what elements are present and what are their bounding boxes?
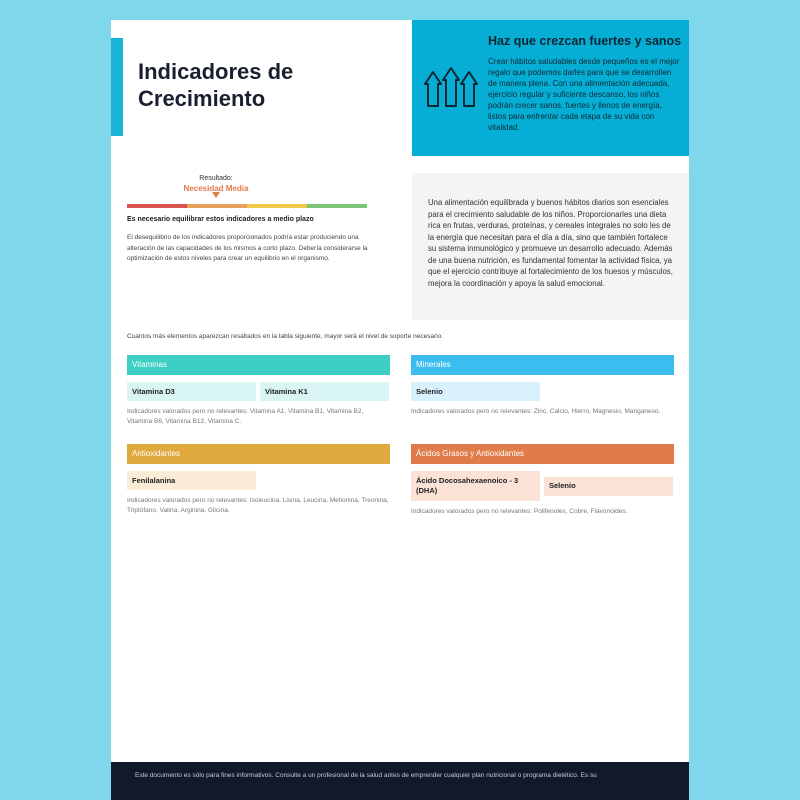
result-label: Resultado: bbox=[199, 175, 233, 182]
hero-heading: Haz que crezcan fuertes y sanos bbox=[488, 34, 682, 48]
indicator-item: Vitamina K1 bbox=[260, 382, 389, 401]
hero-panel bbox=[412, 20, 689, 156]
result-scale bbox=[127, 204, 367, 208]
result-value: Necesidad Media bbox=[183, 184, 249, 193]
hero-text: Crear hábitos saludables desde pequeños es el mejor regalo que podemos darles para que se desarrollen de manera plena. Con una alimentación adecuada, ejercicio regular y suficiente descanso, los niños podrán crecer sanos, fuertes y llenos de energía, listos para enfrentar cada etapa de su vida con vitalidad. bbox=[488, 57, 680, 132]
disclaimer-footer bbox=[111, 762, 689, 800]
category-acidos-grasos bbox=[411, 444, 674, 517]
info-box bbox=[412, 173, 689, 320]
result-marker-icon bbox=[212, 192, 220, 198]
category-note: Indicadores valorados pero no relevantes: Vitamina A1, Vitamina B1, Vitamina B2, Vitamina B6, Vitamina B12, Vitamina C. bbox=[127, 408, 364, 425]
report-page bbox=[111, 20, 689, 800]
indicator-item: Fenilalanina bbox=[127, 471, 256, 490]
category-header: Antioxidantes bbox=[127, 444, 390, 464]
scale-segment-2 bbox=[187, 204, 247, 208]
category-note: Indicadores valorados pero no relevantes: Zinc, Calcio, Hierro, Magnesio, Manganeso. bbox=[411, 408, 661, 415]
scale-segment-4 bbox=[307, 204, 367, 208]
page-title: Indicadores de Crecimiento bbox=[138, 59, 294, 111]
three-up-arrows-icon bbox=[424, 66, 478, 108]
indicator-item: Selenio bbox=[544, 477, 673, 496]
category-note: Indicadores valorados pero no relevantes: Isoleucina, Lisina, Leucina, Metionina, Treonina, Triptófano, Valina, Arginina, Glicina. bbox=[127, 497, 389, 514]
title-accent-bar bbox=[111, 38, 123, 136]
scale-segment-1 bbox=[127, 204, 187, 208]
category-antioxidantes bbox=[127, 444, 390, 516]
scale-segment-3 bbox=[247, 204, 307, 208]
table-intro: Cuantos más elementos aparezcan resaltados en la tabla siguiente, mayor será el nivel de soporte necesario. bbox=[127, 333, 444, 340]
result-heading: Es necesario equilibrar estos indicadores a medio plazo bbox=[127, 216, 314, 223]
indicator-item: Vitamina D3 bbox=[127, 382, 256, 401]
category-header: Vitaminas bbox=[127, 355, 390, 375]
disclaimer-text: Este documento es sólo para fines informativos. Consulte a un profesional de la salud antes de emprender cualquier plan nutricional o programa dietético. Es su bbox=[135, 772, 597, 779]
category-minerales bbox=[411, 355, 674, 417]
result-text: El desequilibrio de los indicadores proporcionados podría estar produciendo una alteración de las capacidades de los mismos a corto plazo. Debería considerarse la optimización de estos niveles para crear un equilibrio en el organismo. bbox=[127, 234, 368, 262]
info-text: Una alimentación equilibrada y buenos hábitos diarios son esenciales para el crecimiento saludable de los niños. Proporcionarles una dieta rica en frutas, verduras, proteínas, y cereales integrales no solo les de la energía que necesitan para el día a día, sino que también fortalece su sistema inmunológico y promueve un desarrollo adecuado. Además de una buena nutrición, es fundamental fomentar la actividad física, ya que el ejercicio contribuye al fortalecimiento de los huesos y músculos, mejora la coordinación y apoya la salud emocional. bbox=[428, 198, 673, 288]
category-vitaminas bbox=[127, 355, 390, 427]
category-note: Indicadores valorados pero no relevantes: Polifenoles, Cobre, Flavonoides. bbox=[411, 508, 628, 515]
indicator-item: Ácido Docosahexaenoico - 3 (DHA) bbox=[411, 471, 540, 501]
category-header: Ácidos Grasos y Antioxidantes bbox=[411, 444, 674, 464]
indicator-item: Selenio bbox=[411, 382, 540, 401]
category-header: Minerales bbox=[411, 355, 674, 375]
